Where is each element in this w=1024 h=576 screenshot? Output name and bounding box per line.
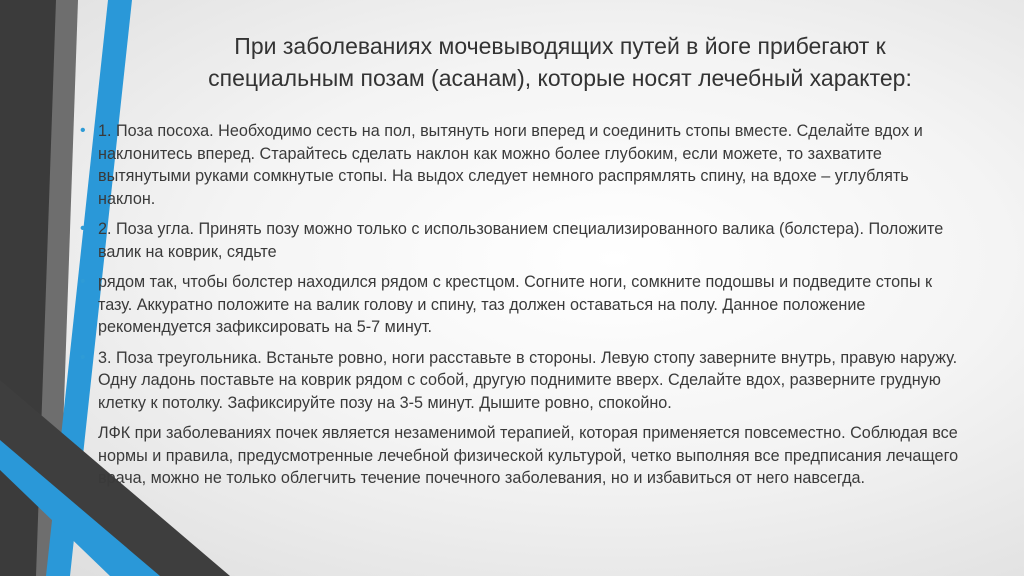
list-item <box>80 218 960 263</box>
title-line-2: специальным позам (асанам), которые носят лечебный характер: <box>208 65 912 91</box>
paragraph-text: 2. Поза угла. Принять позу можно только с использованием специализированного валика (болстера). Положите валик на коврик, сядьте <box>98 220 944 261</box>
paragraph-text: рядом так, чтобы болстер находился рядом с крестцом. Согните ноги, сомкните подошвы и подведите стопы к тазу. Аккуратно положите на валик голову и спину, таз должен оставаться на полу. Данное положение рекомендуется зафиксировать на 5-7 минут. <box>98 273 933 336</box>
conclusion-paragraph <box>80 422 960 490</box>
slide-body <box>80 120 960 498</box>
paragraph-text: ЛФК при заболеваниях почек является незаменимой терапией, которая применяется повсеместно. Соблюдая все нормы и правила, предусмотренные лечебной физической культурой, четко выполняя все предписания лечащего врача, можно не только облегчить течение почечного заболевания, но и избавиться от него навсегда. <box>98 424 959 487</box>
list-item <box>80 120 960 210</box>
paragraph-text: 1. Поза посоха. Необходимо сесть на пол, вытянуть ноги вперед и соединить стопы вместе. Сделайте вдох и наклонитесь вперед. Старайтесь сделать наклон как можно более глубоким, если можете, то захватите вытянутыми руками сомкнутые стопы. На выдох следует немного распрямлять спину, на вдохе – углублять наклон. <box>98 122 923 208</box>
list-item <box>80 271 960 339</box>
bullet-marker: • <box>80 220 86 237</box>
bullet-marker: • <box>80 348 86 366</box>
paragraph-text: 3. Поза треугольника. Встаньте ровно, ноги расставьте в стороны. Левую стопу заверните внутрь, правую наружу. Одну ладонь поставьте на коврик рядом с собой, другую поднимите вверх. Сделайте вдох, разверните грудную клетку к потолку. Зафиксируйте позу на 3-5 минут. Дышите ровно, спокойно. <box>98 348 958 412</box>
list-item <box>80 347 960 415</box>
bullet-marker: • <box>80 122 86 139</box>
slide-title <box>150 30 970 94</box>
bullet-marker: • <box>80 273 86 290</box>
title-line-1: При заболеваниях мочевыводящих путей в йоге прибегают к <box>234 33 886 59</box>
